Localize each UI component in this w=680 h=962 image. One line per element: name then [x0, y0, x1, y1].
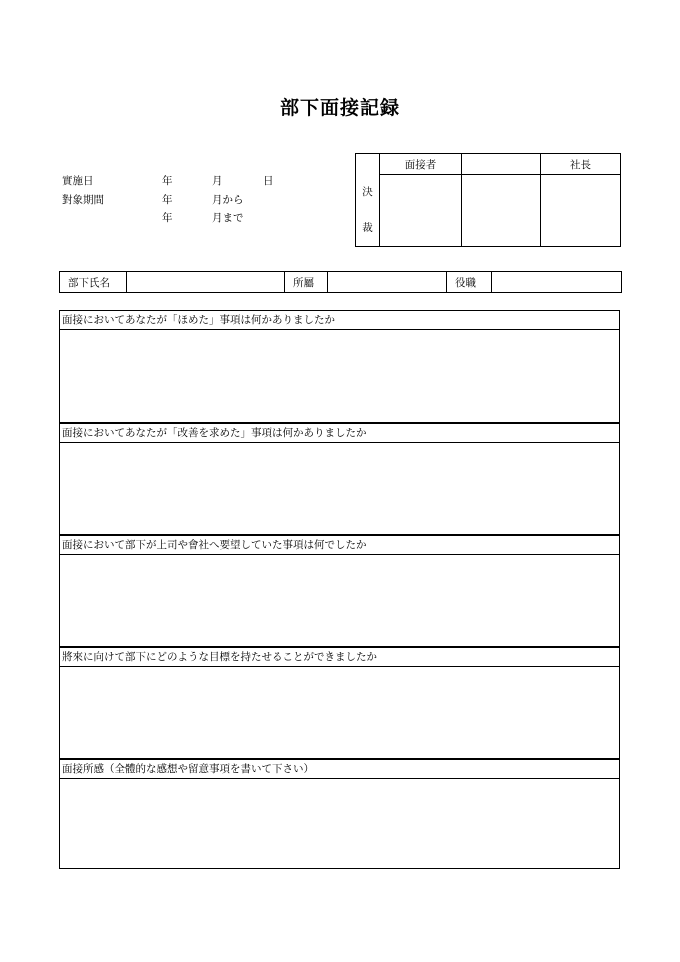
date-label: 實施日	[62, 175, 94, 187]
question-label: 面接においてあなたが「ほめた」事項は何かありましたか	[60, 311, 619, 330]
approval-side-top: 決	[362, 186, 373, 198]
question-section-improvement	[59, 423, 620, 535]
position-label: 役職	[447, 272, 492, 293]
stamp-cell-blank[interactable]	[462, 175, 541, 247]
approval-side-bottom: 裁	[362, 222, 373, 234]
date-day-label: 日	[263, 175, 274, 187]
name-label: 部下氏名	[60, 272, 127, 293]
position-field[interactable]	[492, 272, 622, 293]
approval-side-label	[356, 154, 380, 247]
page-title: 部下面接記録	[279, 97, 400, 119]
question-section-requests	[59, 535, 620, 647]
question-section-goals	[59, 647, 620, 759]
period-to-month-label: 月まで	[212, 212, 244, 224]
approval-col-blank	[462, 154, 541, 175]
period-from-year-label: 年	[162, 194, 173, 206]
name-field[interactable]	[127, 272, 285, 293]
question-label: 面接において部下が上司や會社へ要望していた事項は何でしたか	[60, 536, 619, 555]
question-label: 將來に向けて部下にどのような目標を持たせることができましたか	[60, 648, 619, 667]
answer-area[interactable]	[60, 779, 619, 887]
stamp-cell-interviewer[interactable]	[380, 175, 462, 247]
date-month-label: 月	[212, 175, 223, 187]
question-section-impressions	[59, 759, 620, 869]
period-label: 對象期間	[62, 194, 104, 206]
question-label: 面接においてあなたが「改善を求めた」事項は何かありましたか	[60, 424, 619, 443]
period-from-month-label: 月から	[212, 194, 244, 206]
period-to-year-label: 年	[162, 212, 173, 224]
stamp-cell-president[interactable]	[541, 175, 621, 247]
question-section-praise	[59, 310, 620, 423]
date-year-label: 年	[162, 175, 173, 187]
department-label: 所屬	[285, 272, 328, 293]
subordinate-info-table	[59, 271, 622, 293]
approval-table	[355, 153, 621, 247]
question-label: 面接所感（全體的な感想や留意事項を書いて下さい）	[60, 760, 619, 779]
approval-col-interviewer: 面接者	[380, 154, 462, 175]
department-field[interactable]	[328, 272, 447, 293]
approval-col-president: 社長	[541, 154, 621, 175]
